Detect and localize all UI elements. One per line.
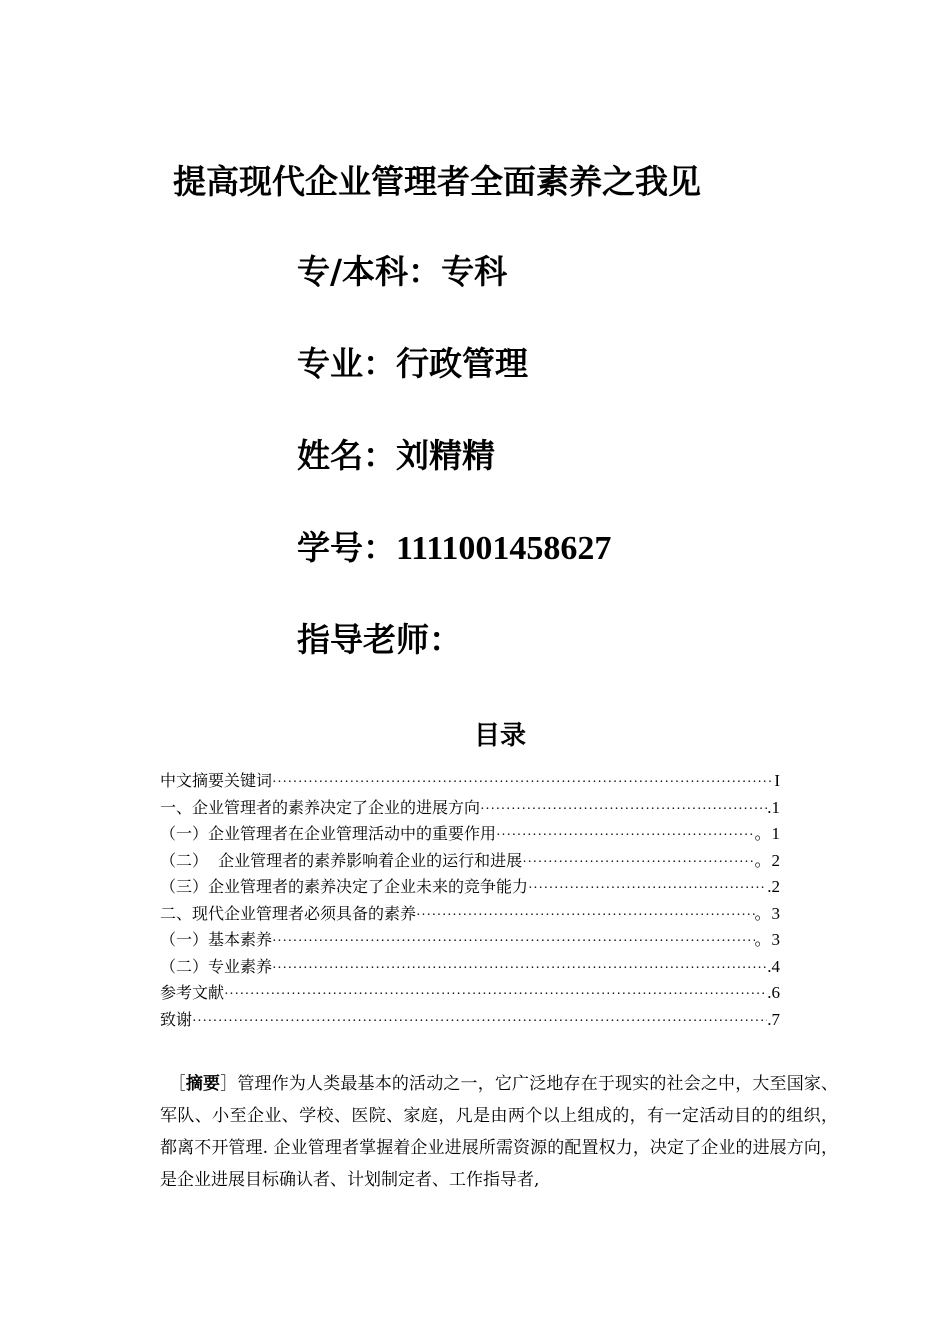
table-of-contents [160,768,780,1033]
toc-entry-title: 中文摘要关键词 [160,771,273,790]
toc-entry-title: （二）专业素养 [160,956,273,976]
abstract-paragraph [160,1068,838,1196]
toc-entry[interactable] [160,1007,780,1034]
toc-entry[interactable] [160,848,780,875]
toc-entry-page: 。2 [754,850,780,870]
toc-entry-title: 参考文献 [160,983,225,1002]
info-major-label: 专业： [297,344,396,383]
toc-entry-page: 。1 [754,824,780,843]
toc-leader-dots [272,929,754,956]
toc-entry[interactable] [160,874,780,901]
info-major [297,340,611,388]
info-student-id-value: 1111001458627 [396,530,612,567]
info-major-value: 行政管理 [396,344,528,383]
info-advisor-label: 指导老师： [297,620,462,659]
toc-entry[interactable] [160,901,780,928]
info-name-value: 刘精精 [396,436,495,475]
toc-entry[interactable] [160,980,780,1007]
toc-entry[interactable] [160,927,780,954]
toc-leader-dots [224,982,767,1009]
toc-entry[interactable] [160,768,780,795]
info-name [297,432,611,480]
abstract-close-bracket: ］ [220,1074,238,1094]
info-degree [297,248,611,296]
toc-entry-page: 。3 [754,930,780,949]
info-name-label: 姓名： [297,436,396,475]
toc-entry-title: 二、现代企业管理者必须具备的素养 [160,903,417,923]
toc-leader-dots [192,1009,767,1036]
document-title: 提高现代企业管理者全面素养之我见 [173,162,701,201]
toc-entry-page: 。3 [754,903,780,923]
toc-entry-title: （二） 企业管理者的素养影响着企业的运行和进展 [160,850,523,870]
toc-entry-page: .1 [767,797,780,817]
toc-entry-title: 致谢 [160,1009,193,1029]
toc-entry[interactable] [160,954,780,981]
toc-entry-page: .2 [767,877,780,896]
toc-entry-page: .6 [767,983,780,1002]
info-student-id [297,524,611,572]
toc-leader-dots [272,770,774,797]
toc-entry[interactable] [160,795,780,822]
toc-entry-title: （一）基本素养 [160,930,273,949]
info-student-id-label: 学号： [297,528,396,567]
toc-entry-title: （一）企业管理者在企业管理活动中的重要作用 [160,824,497,843]
abstract-body: 管理作为人类最基本的活动之一，它广泛地存在于现实的社会之中，大至国家、军队、小至企业、学校、医院、家庭，凡是由两个以上组成的，有一定活动目的的组织，都离不开管理. 企业管理者掌握着企业进展所需资源的配置权力，决定了企业的进展方向，是企业进展目标确认者、计划制定者、工作指导者, [160,1074,839,1190]
toc-heading: 目录 [473,721,526,751]
toc-entry-title: （三）企业管理者的素养决定了企业未来的竞争能力 [160,877,529,896]
toc-entry[interactable] [160,821,780,848]
info-advisor [297,616,611,664]
info-degree-value: 专科 [441,252,508,291]
info-degree-label: 专/本科： [297,252,442,291]
toc-leader-dots [496,823,754,850]
info-block [297,248,611,708]
toc-entry-page: .4 [767,956,780,976]
toc-leader-dots [272,956,767,983]
toc-leader-dots [522,850,754,877]
toc-entry-title: 一、企业管理者的素养决定了企业的进展方向 [160,797,481,817]
abstract-keyword: 摘要 [185,1074,221,1094]
toc-leader-dots [416,903,754,930]
abstract-open-bracket: ［ [177,1074,186,1094]
toc-entry-page: .7 [767,1009,780,1029]
toc-entry-page: I [774,771,780,790]
toc-leader-dots [528,876,767,903]
toc-leader-dots [480,797,767,824]
